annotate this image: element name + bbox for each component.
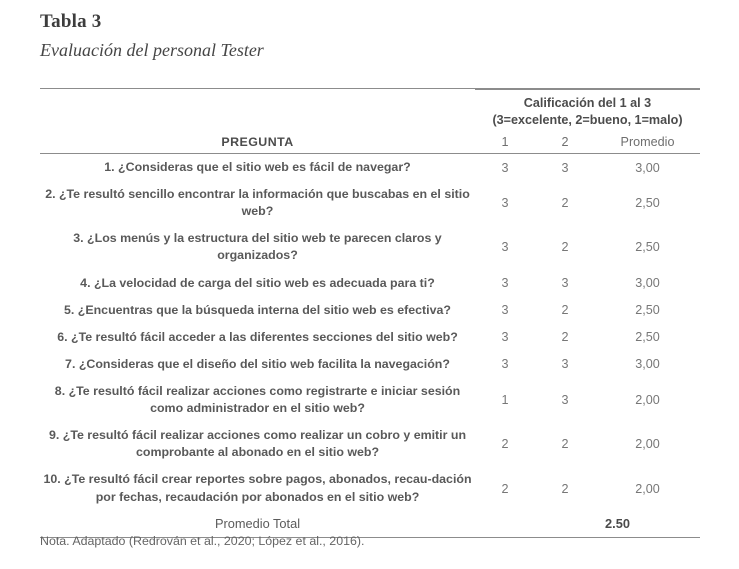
column-header-row — [40, 132, 700, 154]
spanner-calificacion — [475, 90, 700, 133]
score-cell-2: 2 — [561, 196, 569, 211]
spanner-line-2: (3=excelente, 2=bueno, 1=malo) — [492, 113, 683, 127]
table-row — [40, 466, 700, 510]
column-header-pregunta: PREGUNTA — [40, 132, 475, 154]
question-cell: 1. ¿Consideras que el sitio web es fácil de navegar? — [104, 160, 411, 174]
question-cell: 8. ¿Te resultó fácil realizar acciones como registrarte e iniciar sesión como administrador en el sitio web? — [54, 383, 461, 416]
promedio-cell: 3,00 — [635, 276, 660, 291]
score-cell-2: 2 — [561, 330, 569, 345]
promedio-cell: 3,00 — [635, 160, 660, 175]
spanner-row — [40, 90, 700, 133]
question-cell: 2. ¿Te resultó sencillo encontrar la información que buscabas en el sitio web? — [45, 187, 470, 219]
score-cell-1: 3 — [501, 240, 509, 255]
column-header-1: 1 — [475, 132, 535, 154]
question-cell: 6. ¿Te resultó fácil acceder a las diferentes secciones del sitio web? — [57, 329, 458, 344]
total-label: Promedio Total — [214, 515, 301, 531]
spanner-line-1: Calificación del 1 al 3 — [523, 96, 652, 110]
score-cell-1: 2 — [501, 437, 509, 452]
table-row — [40, 154, 700, 182]
promedio-cell: 2,50 — [635, 303, 660, 318]
table-body — [40, 154, 700, 511]
table-head — [40, 89, 700, 154]
table-title-block — [40, 10, 700, 62]
column-header-2: 2 — [535, 132, 595, 154]
table-note: Nota. Adaptado (Redrován et al., 2020; López et al., 2016). — [40, 534, 365, 548]
table-row — [40, 225, 700, 269]
table-caption: Evaluación del personal Tester — [40, 39, 264, 60]
column-header-promedio: Promedio — [595, 132, 700, 154]
score-cell-1: 3 — [501, 330, 509, 345]
score-cell-2: 2 — [561, 437, 569, 452]
promedio-cell: 2,50 — [635, 330, 660, 345]
score-cell-1: 3 — [501, 196, 509, 211]
question-cell: 5. ¿Encuentras que la búsqueda interna del sitio web es efectiva? — [64, 302, 451, 317]
table-row — [40, 270, 700, 297]
question-cell: 10. ¿Te resultó fácil crear reportes sobre pagos, abonados, recau-dación por fechas, recaudación por abonados en el sitio web? — [43, 472, 472, 504]
score-cell-2: 2 — [561, 303, 569, 318]
table-number: Tabla 3 — [40, 11, 102, 32]
promedio-cell: 2,00 — [635, 437, 660, 452]
score-cell-2: 3 — [561, 393, 569, 408]
promedio-cell: 2,00 — [635, 481, 660, 496]
score-cell-2: 2 — [561, 481, 569, 496]
table-row — [40, 324, 700, 351]
promedio-cell: 2,50 — [635, 196, 660, 211]
question-cell: 9. ¿Te resultó fácil realizar acciones como realizar un cobro y emitir un comprobante al abonado en el sitio web? — [48, 428, 467, 460]
question-cell: 3. ¿Los menús y la estructura del sitio web te parecen claros y organizados? — [73, 231, 442, 263]
score-cell-1: 3 — [501, 303, 509, 318]
table-row — [40, 378, 700, 422]
question-cell: 7. ¿Consideras que el diseño del sitio web facilita la navegación? — [65, 356, 450, 371]
score-cell-1: 3 — [501, 357, 509, 372]
score-cell-2: 3 — [561, 276, 569, 291]
score-cell-1: 1 — [501, 393, 509, 408]
promedio-cell: 3,00 — [635, 357, 660, 372]
promedio-cell: 2,50 — [635, 240, 660, 255]
promedio-cell: 2,00 — [635, 393, 660, 408]
total-value: 2.50 — [605, 515, 630, 531]
evaluation-table — [40, 88, 700, 538]
question-cell: 4. ¿La velocidad de carga del sitio web es adecuada para ti? — [80, 275, 435, 290]
score-cell-1: 3 — [501, 160, 509, 175]
score-cell-2: 3 — [561, 160, 569, 175]
score-cell-2: 2 — [561, 240, 569, 255]
spanner-blank-cell — [40, 90, 475, 133]
score-cell-2: 3 — [561, 357, 569, 372]
table-row — [40, 351, 700, 378]
table-container — [40, 88, 700, 538]
table-row — [40, 181, 700, 225]
table-row — [40, 297, 700, 324]
table-row — [40, 422, 700, 466]
score-cell-1: 2 — [501, 481, 509, 496]
score-cell-1: 3 — [501, 276, 509, 291]
